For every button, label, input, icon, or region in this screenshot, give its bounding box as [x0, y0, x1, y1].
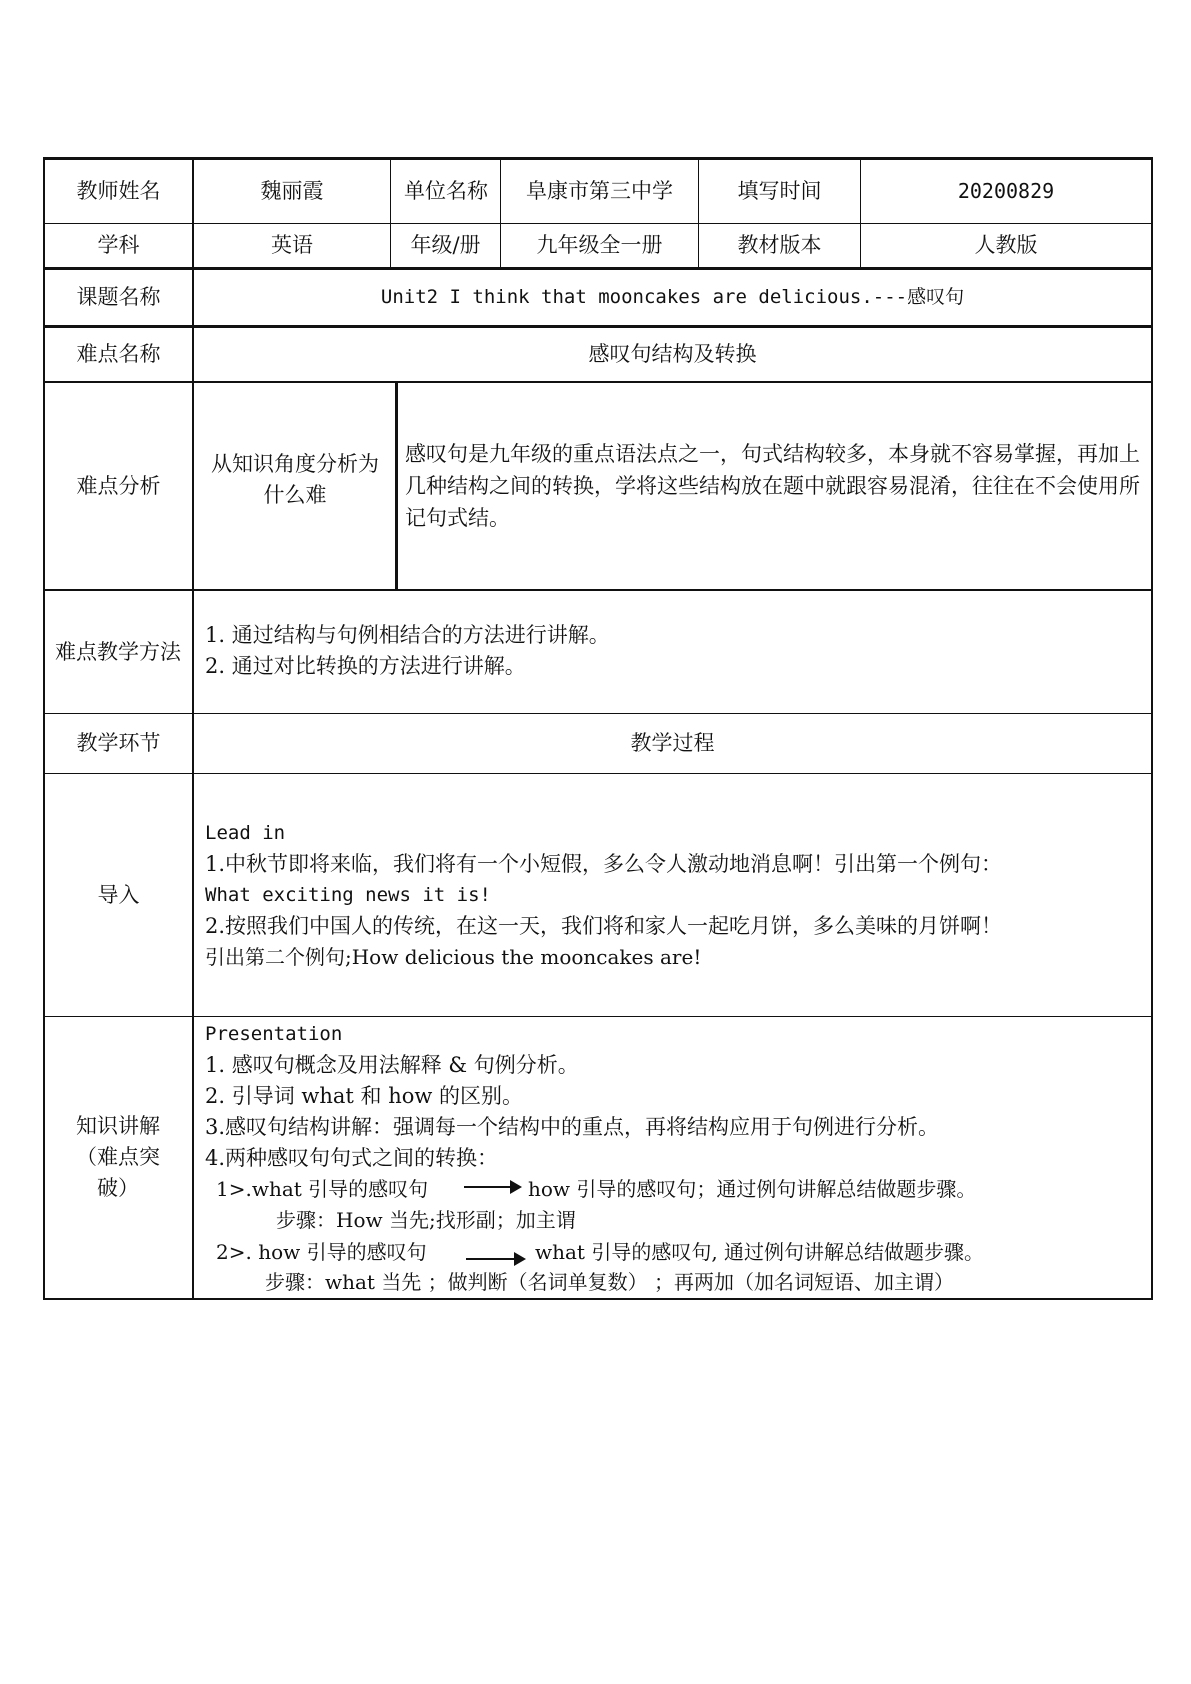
- knowledge-label: 知识讲解（难点突破）: [76, 1114, 160, 1200]
- arrow-right-icon: [466, 1258, 524, 1260]
- process-stage-label: 教学环节: [76, 731, 161, 756]
- topic-label: 课题名称: [76, 285, 161, 310]
- teaching-method-label: 难点教学方法: [55, 639, 181, 664]
- edition-value: 人教版: [974, 233, 1038, 258]
- difficulty-name-value: 感叹句结构及转换: [588, 342, 757, 367]
- teacher-name-label: 教师姓名: [76, 179, 161, 204]
- process-content-label: 教学过程: [630, 731, 715, 756]
- lead-in-content: [205, 818, 1145, 973]
- knowledge-content: [205, 1019, 1145, 1174]
- difficulty-name-label: 难点名称: [76, 342, 161, 367]
- conversion-1-right: how 引导的感叹句；通过例句讲解总结做题步骤。: [528, 1177, 977, 1201]
- lead-in-line-2: 2.按照我们中国人的传统，在这一天，我们将和家人一起吃月饼，多么美味的月饼啊！: [205, 914, 1003, 938]
- knowledge-line-3: 3.感叹句结构讲解：强调每一个结构中的重点，再将结构应用于句例进行分析。: [205, 1115, 940, 1139]
- difficulty-analysis-sublabel: 从知识角度分析为什么难: [211, 452, 379, 507]
- lead-in-line-1: 1.中秋节即将来临，我们将有一个小短假，多么令人激动地消息啊！引出第一个例句：: [205, 852, 1003, 876]
- lead-in-example-2: 引出第二个例句;How delicious the mooncakes are!: [205, 945, 702, 969]
- subject-label: 学科: [97, 233, 140, 258]
- subject-value: 英语: [271, 233, 313, 258]
- conversion-1-left: 1>.what 引导的感叹句: [216, 1177, 429, 1201]
- unit-name-label: 单位名称: [404, 179, 488, 203]
- topic-value: Unit2 I think that mooncakes are delicious.---感叹句: [380, 285, 965, 308]
- grade-value: 九年级全一册: [536, 233, 663, 258]
- teaching-method-item-1: 1. 通过结构与句例相结合的方法进行讲解。: [205, 623, 610, 647]
- fill-date-label: 填写时间: [737, 179, 822, 204]
- difficulty-analysis-text: 感叹句是九年级的重点语法点之一，句式结构较多，本身就不容易掌握，再加上几种结构之间的转换，学将这些结构放在题中就跟容易混淆，往往在不会使用所记句式结。: [405, 442, 1140, 530]
- difficulty-analysis-label: 难点分析: [76, 473, 161, 498]
- lead-in-heading: Lead in: [205, 822, 286, 844]
- conversion-2-left: 2>. how 引导的感叹句: [216, 1240, 427, 1264]
- knowledge-heading: Presentation: [205, 1023, 343, 1045]
- unit-name-value: 阜康市第三中学: [526, 179, 673, 204]
- edition-label: 教材版本: [737, 233, 822, 258]
- teacher-name-value: 魏丽霞: [260, 179, 324, 204]
- grade-label: 年级/册: [410, 233, 481, 258]
- teaching-method-item-2: 2. 通过对比转换的方法进行讲解。: [205, 654, 526, 678]
- conversion-1-steps: 步骤：How 当先;找形副；加主谓: [276, 1208, 576, 1232]
- conversion-2-steps: 步骤：what 当先 ；做判断（名词单复数） ；再两加（加名词短语、加主谓）: [265, 1270, 955, 1294]
- arrow-right-icon: [464, 1186, 520, 1188]
- knowledge-line-1: 1. 感叹句概念及用法解释 & 句例分析。: [205, 1053, 579, 1077]
- lead-in-example-1: What exciting news it is!: [205, 884, 491, 906]
- teaching-method-list: [205, 620, 1135, 682]
- lead-in-label: 导入: [97, 882, 140, 907]
- conversion-2-right: what 引导的感叹句, 通过例句讲解总结做题步骤。: [535, 1240, 985, 1264]
- knowledge-line-4: 4.两种感叹句句式之间的转换：: [205, 1146, 499, 1170]
- knowledge-line-2: 2. 引导词 what 和 how 的区别。: [205, 1084, 524, 1108]
- fill-date-value: 20200829: [957, 179, 1055, 203]
